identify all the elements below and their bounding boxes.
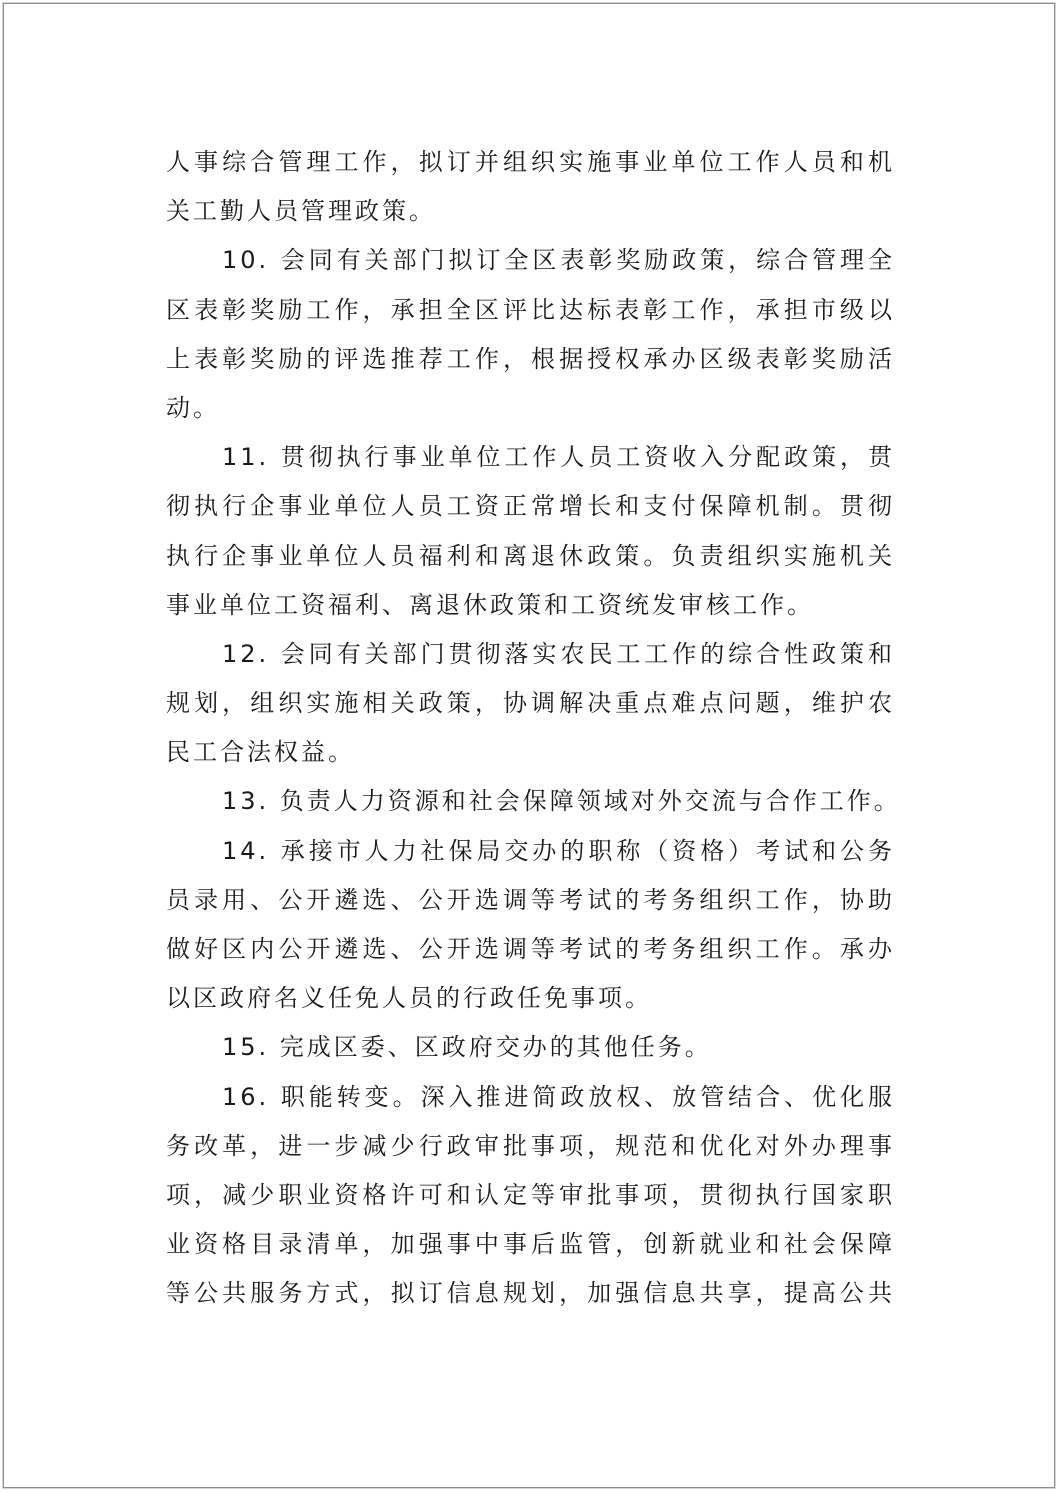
text-line: 16. 职能转变。深入推进简政放权、放管结合、优化服 <box>222 1082 895 1111</box>
text-line: 员录用、公开遴选、公开选调等考试的考务组织工作，协助 <box>166 885 895 914</box>
text-line: 执行企事业单位人员福利和离退休政策。负责组织实施机关 <box>166 541 895 570</box>
body-text <box>166 138 901 1319</box>
text-line: 人事综合管理工作，拟订并组织实施事业单位工作人员和机 <box>166 148 895 176</box>
text-line: 10. 会同有关部门拟订全区表彰奖励政策，综合管理全 <box>222 246 895 275</box>
text-line: 上表彰奖励的评选推荐工作，根据授权承办区级表彰奖励活 <box>166 344 895 373</box>
text-line: 彻执行企事业单位人员工资正常增长和支付保障机制。贯彻 <box>166 492 895 521</box>
paragraph-16 <box>166 1073 895 1319</box>
paragraph-continued <box>166 138 895 236</box>
paragraph-15 <box>166 1023 895 1072</box>
text-line: 民工合法权益。 <box>166 738 355 767</box>
paragraph-14 <box>166 827 895 1024</box>
text-line: 务改革，进一步减少行政审批事项，规范和优化对外办理事 <box>166 1131 895 1160</box>
text-line: 业资格目录清单，加强事中事后监管，创新就业和社会保障 <box>166 1230 895 1259</box>
paragraph-12 <box>166 630 895 778</box>
text-line: 关工勤人员管理政策。 <box>166 197 436 226</box>
text-line: 14. 承接市人力社保局交办的职称（资格）考试和公务 <box>222 836 895 865</box>
text-line: 12. 会同有关部门贯彻落实农民工工作的综合性政策和 <box>222 639 895 668</box>
text-line: 15. 完成区委、区政府交办的其他任务。 <box>222 1033 712 1062</box>
text-line: 13. 负责人力资源和社会保障领域对外交流与合作工作。 <box>222 787 901 816</box>
paragraph-10 <box>166 236 895 433</box>
text-line: 等公共服务方式，拟订信息规划，加强信息共享，提高公共 <box>166 1279 895 1308</box>
text-line: 动。 <box>166 393 220 422</box>
text-line: 事业单位工资福利、离退休政策和工资统发审核工作。 <box>166 590 814 619</box>
text-line: 区表彰奖励工作，承担全区评比达标表彰工作，承担市级以 <box>166 295 895 324</box>
text-line: 做好区内公开遴选、公开选调等考试的考务组织工作。承办 <box>166 935 895 963</box>
paragraph-13 <box>166 777 901 826</box>
text-line: 规划，组织实施相关政策，协调解决重点难点问题，维护农 <box>166 689 895 718</box>
text-line: 项，减少职业资格许可和认定等审批事项，贯彻执行国家职 <box>166 1180 895 1209</box>
text-line: 以区政府名义任免人员的行政任免事项。 <box>166 984 652 1013</box>
paragraph-11 <box>166 433 895 630</box>
text-line: 11. 贯彻执行事业单位工作人员工资收入分配政策，贯 <box>222 443 895 472</box>
